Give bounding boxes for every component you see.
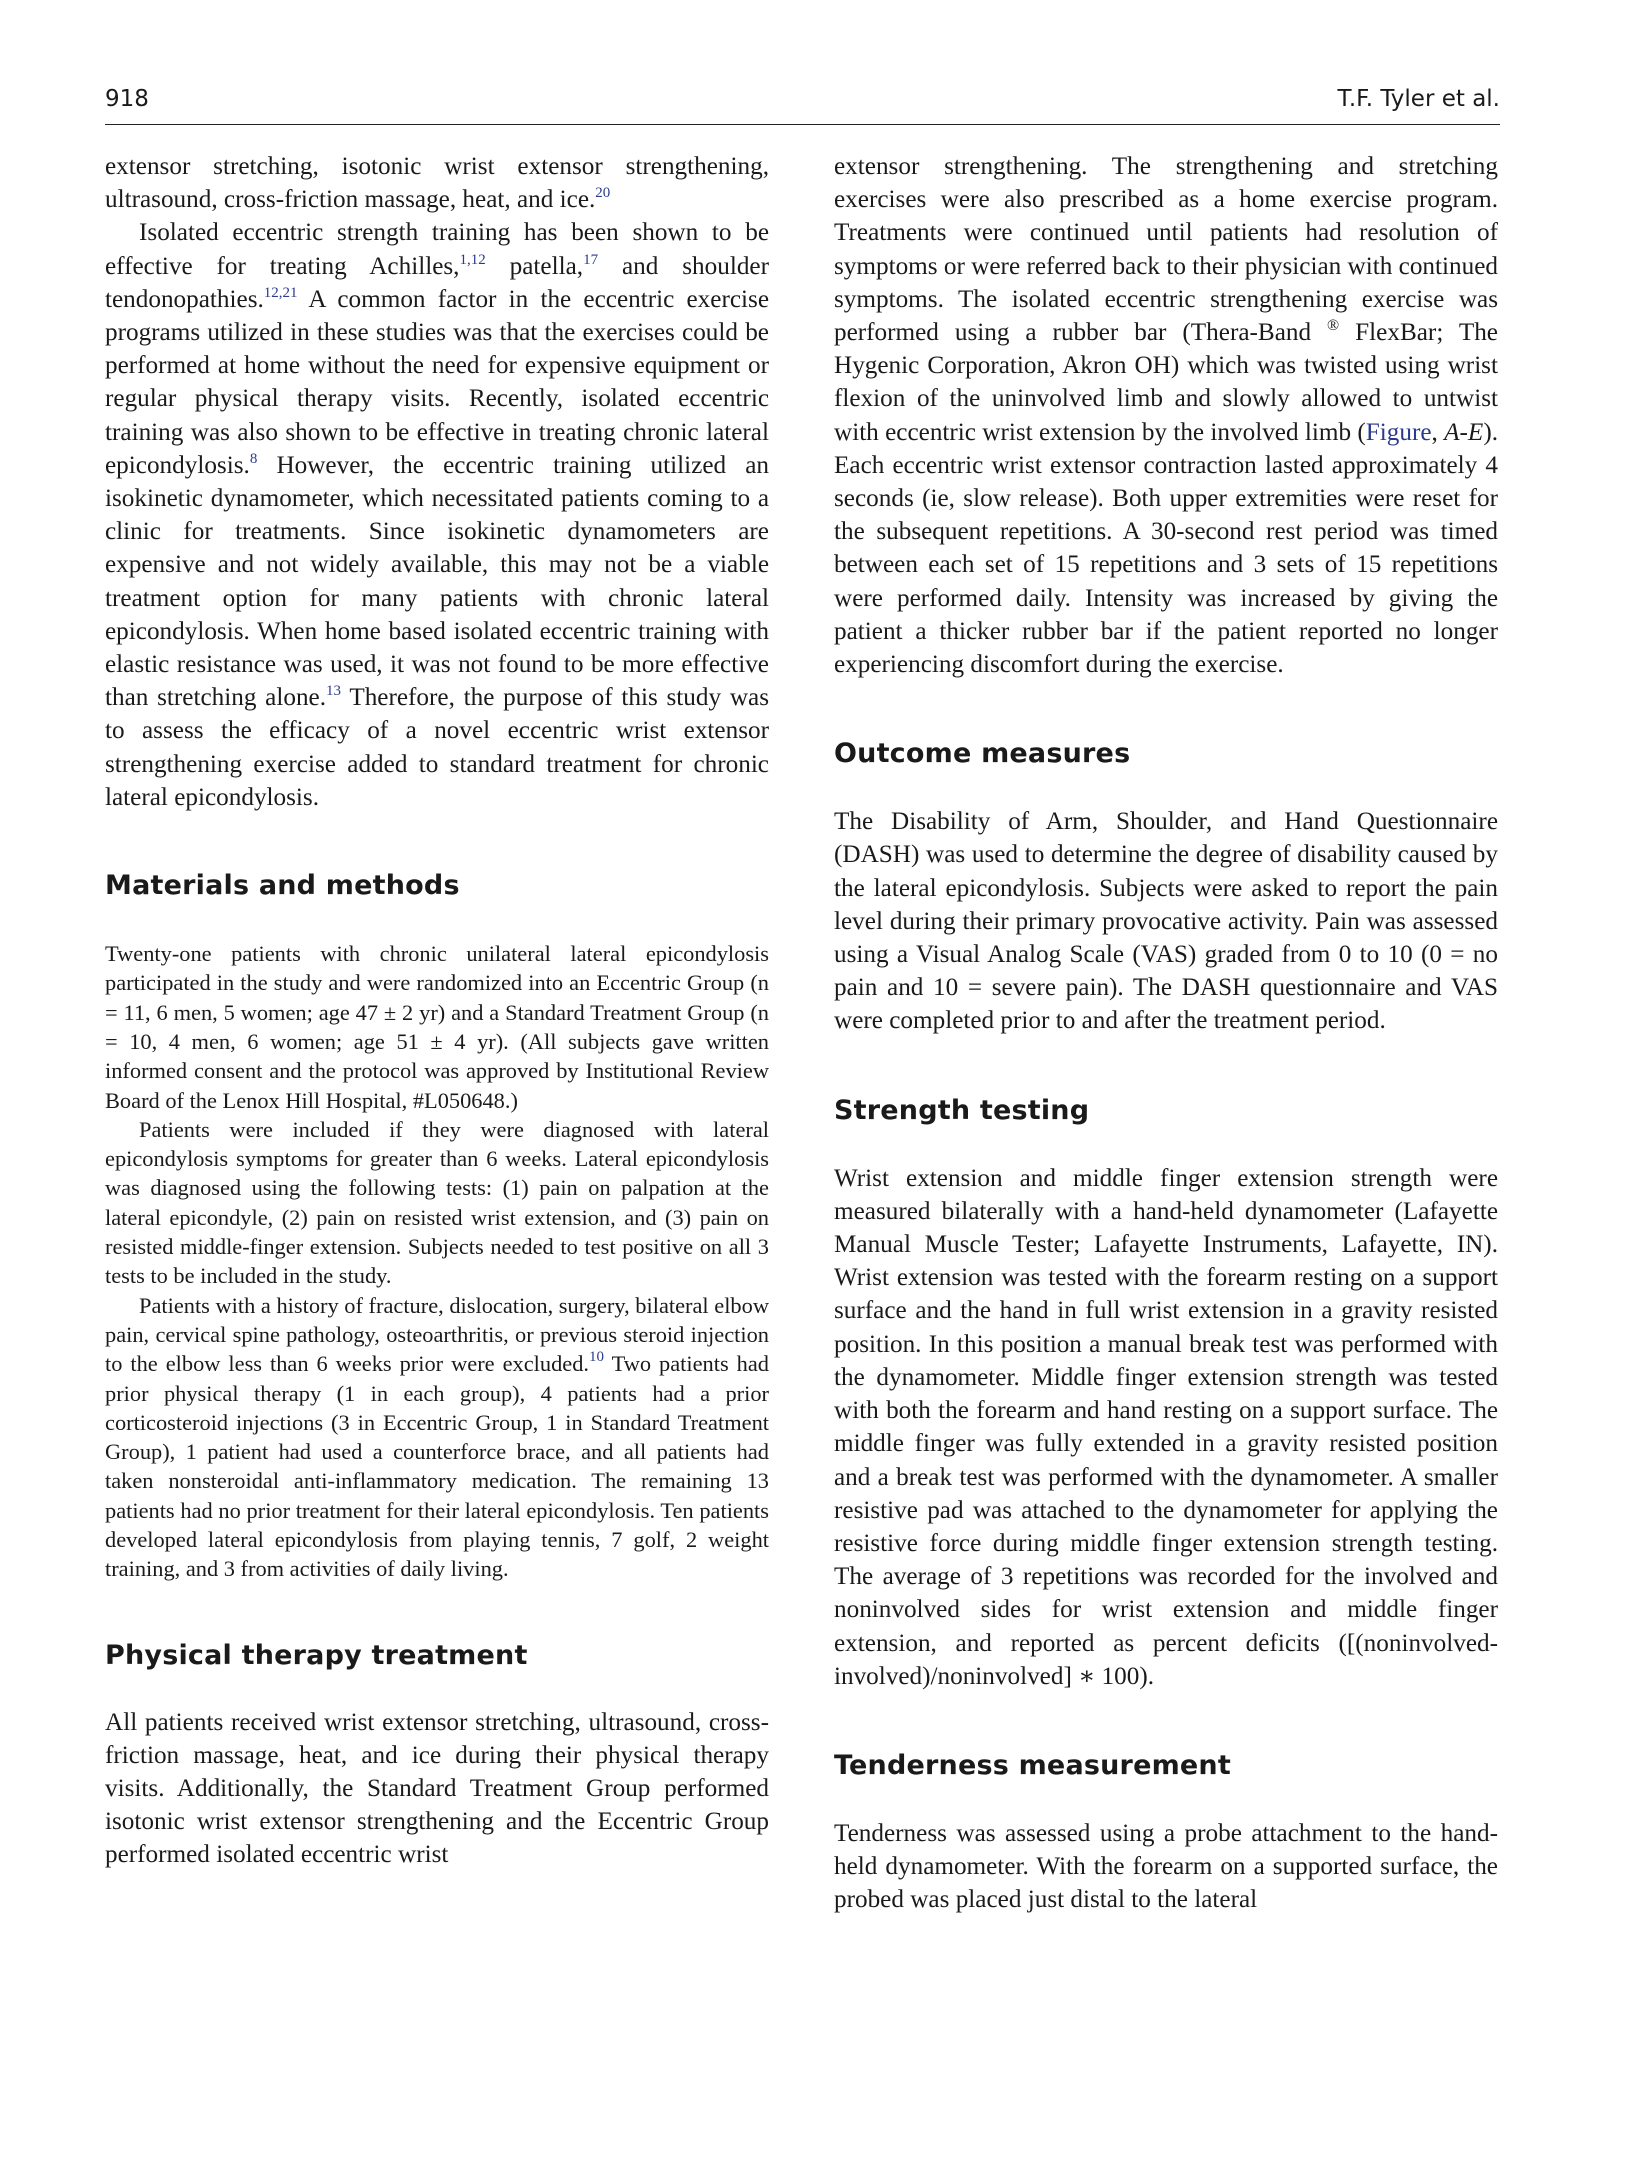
header-rule xyxy=(105,124,1500,125)
outcome-paragraph: The Disability of Arm, Shoulder, and Hand Questionnaire (DASH) was used to determine the degree of disability caused by the lateral epicondylosis. Subjects were asked to report the pain level during their primary provocative activity. Pain was assessed using a Visual Analog Scale (VAS) graded from 0 to 10 (0 = no pain and 10 = severe pain). The DASH questionnaire and VAS were completed prior to and after the treatment period. xyxy=(834,808,1498,1035)
pt-paragraph-continued: extensor strengthening. The strengthening and stretching exercises were also prescribed as a home exercise program. Treatments were continued until patients had resolution of symptoms or were referred back to their physician with continued symptoms. The isolated eccentric strengthening exercise was performed using a rubber bar (Thera-Band ® FlexBar; The Hygenic Corporation, Akron OH) which was twisted using wrist flexion of the uninvolved limb and slowly allowed to untwist with eccentric wrist extension by the involved limb (Figure, A-E). Each eccentric wrist extensor contraction lasted approximately 4 seconds (ie, slow release). Both upper extremities were reset for the subsequent repetitions. A 30-second rest period was timed between each set of 15 repetitions and 3 sets of 15 repetitions were performed daily. Intensity was increased by giving the patient a thicker rubber bar if the patient reported no longer experiencing discomfort during the exercise. xyxy=(834,153,1499,679)
section-heading-tenderness: Tenderness measurement xyxy=(834,1749,1231,1781)
citation-link[interactable]: 8 xyxy=(249,450,258,467)
figure-panels: A-E xyxy=(1444,418,1484,446)
registered-mark: ® xyxy=(1327,317,1340,335)
citation-link[interactable]: 13 xyxy=(326,683,342,700)
page-number: 918 xyxy=(105,86,149,112)
citation-link[interactable]: 17 xyxy=(583,251,599,268)
section-heading-materials: Materials and methods xyxy=(105,870,460,902)
running-authors: T.F. Tyler et al. xyxy=(1337,86,1500,112)
materials-paragraph-3: Patients with a history of fracture, dislocation, surgery, bilateral elbow pain, cervical spine pathology, osteoarthritis, or previous steroid injection to the elbow less than 6 weeks prior were excluded.$^{10}$ Two patients had prior physical therapy (1 in each group), 4 patients had a prior corticosteroid injections (3 in Eccentric Group, 1 in Standard Treatment Group), 1 patient had used a counterforce brace, and all patients had taken nonsteroidal anti-inflammatory medication. The remaining 13 patients had no prior treatment for their lateral epicondylosis. Ten patients developed lateral epicondylosis from playing tennis, 7 golf, 2 weight training, and 3 from activities of daily living. xyxy=(105,1292,769,1582)
left-column xyxy=(105,150,769,1872)
running-header xyxy=(105,86,1500,122)
right-column xyxy=(834,150,1498,1917)
citation-link[interactable]: 20 xyxy=(595,185,611,202)
citation-link[interactable]: 12,21 xyxy=(263,284,298,301)
materials-paragraph-1: Twenty-one patients with chronic unilateral lateral epicondylosis participated in the study and were randomized into an Eccentric Group (n = 11, 6 men, 5 women; age 47 ± 2 yr) and a Standard Treatment Group (n = 10, 4 men, 6 women; age 51 ± 4 yr). (All subjects gave written informed consent and the protocol was approved by Institutional Review Board of the Lenox Hill Hospital, #L050648.) xyxy=(105,941,769,1113)
strength-paragraph: Wrist extension and middle finger extension strength were measured bilaterally with a hand-held dynamometer (Lafayette Manual Muscle Tester; Lafayette Instruments, Lafayette, IN). Wrist extension was tested with the forearm resting on a support surface and the hand in full wrist extension in a gravity resisted position. In this position a manual break test was performed with the dynamometer. Middle finger extension strength was tested with both the forearm and hand resting on a support surface. The middle finger was fully extended in a gravity resisted position and a break test was performed with the dynamometer. A smaller resistive pad was attached to the dynamometer for applying the resistive force during middle finger extension strength testing. The average of 3 repetitions was recorded for the involved and noninvolved sides for wrist extension and middle finger extension, and reported as percent deficits ([(noninvolved-involved)/noninvolved] ∗ 100). xyxy=(834,1164,1498,1690)
section-heading-strength: Strength testing xyxy=(834,1094,1090,1126)
pt-paragraph-1: All patients received wrist extensor stretching, ultrasound, cross-friction massage, heat, and ice during their physical therapy visits. Additionally, the Standard Treatment Group performed isotonic wrist extensor strengthening and the Eccentric Group performed isolated eccentric wrist xyxy=(105,1708,769,1869)
tenderness-paragraph: Tenderness was assessed using a probe attachment to the hand-held dynamometer. With the forearm on a supported surface, the probed was placed just distal to the lateral xyxy=(834,1819,1498,1914)
eccentric-training-paragraph: Isolated eccentric strength training has been shown to be effective for treating Achilles,$^{1,12}$ patella,$^{17}$ and shoulder tendonopathies.$^{12,21}$ A common factor in the eccentric exercise programs utilized in these studies was that the exercises could be performed at home without the need for expensive equipment or regular physical therapy visits. Recently, isolated eccentric training was also shown to be effective in treating chronic lateral epicondylosis.$^8$ However, the eccentric training utilized an isokinetic dynamometer, which necessitated patients coming to a clinic for treatments. Since isokinetic dynamometers are expensive and not widely available, this may not be a viable treatment option for many patients with chronic lateral epicondylosis. When home based isolated eccentric training with elastic resistance was used, it was not found to be more effective than stretching alone.$^{13}$ Therefore, the purpose of this study was to assess the efficacy of a novel eccentric wrist extensor strengthening exercise added to standard treatment for chronic lateral epicondylosis. xyxy=(105,219,770,811)
intro-paragraph-end: extensor stretching, isotonic wrist extensor strengthening, ultrasound, cross-friction massage, heat, and ice.$^{20}$ xyxy=(105,153,769,214)
citation-link[interactable]: 1,12 xyxy=(459,251,486,268)
materials-paragraph-2: Patients were included if they were diagnosed with lateral epicondylosis symptoms for greater than 6 weeks. Lateral epicondylosis was diagnosed using the following tests: (1) pain on palpation at the lateral epicondyle, (2) pain on resisted wrist extension, and (3) pain on resisted middle-finger extension. Subjects needed to test positive on all 3 tests to be included in the study. xyxy=(105,1116,769,1289)
section-heading-pt: Physical therapy treatment xyxy=(105,1639,528,1671)
citation-link[interactable]: 10 xyxy=(589,1349,605,1366)
section-heading-outcome: Outcome measures xyxy=(834,738,1131,770)
figure-link[interactable]: Figure xyxy=(1365,418,1432,446)
